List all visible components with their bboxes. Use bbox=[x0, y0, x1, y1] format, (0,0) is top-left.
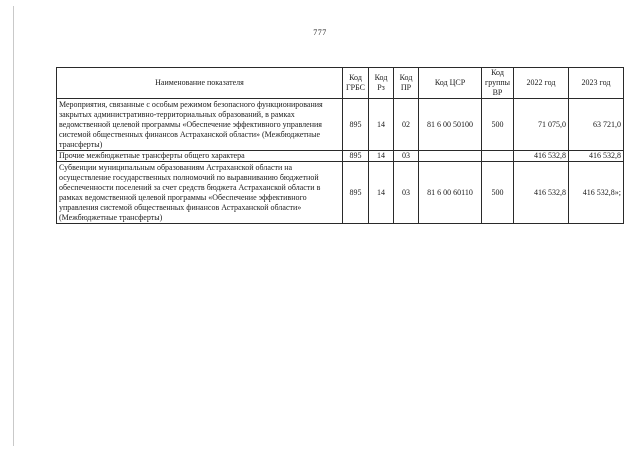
cell-name: Мероприятия, связанные с особым режимом безопасного функционирования закрытых административно-территориальных образований, в рамках ведомственной целевой программы «Обеспечение эффективного управления системой общественных финансов Астраханской области» (Межбюджетные трансферты) bbox=[57, 99, 343, 151]
header-csr: Код ЦСР bbox=[419, 68, 482, 99]
cell-pr: 02 bbox=[394, 99, 419, 151]
header-pr: Код ПР bbox=[394, 68, 419, 99]
cell-pr: 03 bbox=[394, 162, 419, 224]
table-header-row bbox=[57, 68, 624, 99]
page-number: 777 bbox=[313, 28, 327, 37]
cell-2022: 416 532,8 bbox=[514, 162, 569, 224]
header-rz: Код Рз bbox=[369, 68, 394, 99]
cell-vr bbox=[482, 151, 514, 162]
header-name: Наименование показателя bbox=[57, 68, 343, 99]
cell-rz: 14 bbox=[369, 99, 394, 151]
cell-name: Прочие межбюджетные трансферты общего характера bbox=[57, 151, 343, 162]
cell-grbs: 895 bbox=[343, 151, 369, 162]
cell-vr: 500 bbox=[482, 99, 514, 151]
cell-csr: 81 6 00 50100 bbox=[419, 99, 482, 151]
cell-csr bbox=[419, 151, 482, 162]
header-2023: 2023 год bbox=[569, 68, 624, 99]
budget-table bbox=[56, 67, 624, 224]
cell-csr: 81 6 00 60110 bbox=[419, 162, 482, 224]
header-2022: 2022 год bbox=[514, 68, 569, 99]
header-vr: Код группы ВР bbox=[482, 68, 514, 99]
cell-2022: 71 075,0 bbox=[514, 99, 569, 151]
cell-rz: 14 bbox=[369, 151, 394, 162]
cell-rz: 14 bbox=[369, 162, 394, 224]
scan-edge-line bbox=[13, 6, 14, 446]
cell-2023: 416 532,8 bbox=[569, 151, 624, 162]
cell-grbs: 895 bbox=[343, 162, 369, 224]
cell-pr: 03 bbox=[394, 151, 419, 162]
table-row bbox=[57, 162, 624, 224]
cell-2023: 63 721,0 bbox=[569, 99, 624, 151]
cell-name: Субвенции муниципальным образованиям Астраханской области на осуществление государственных полномочий по выравниванию бюджетной обеспеченности поселений за счет средств бюджета Астраханской области в рамках ведомственной целевой программы «Обеспечение эффективного управления системой общественных финансов Астраханской области» (Межбюджетные трансферты) bbox=[57, 162, 343, 224]
table-row bbox=[57, 151, 624, 162]
cell-2023: 416 532,8»; bbox=[569, 162, 624, 224]
cell-2022: 416 532,8 bbox=[514, 151, 569, 162]
table-row bbox=[57, 99, 624, 151]
cell-vr: 500 bbox=[482, 162, 514, 224]
header-grbs: Код ГРБС bbox=[343, 68, 369, 99]
cell-grbs: 895 bbox=[343, 99, 369, 151]
